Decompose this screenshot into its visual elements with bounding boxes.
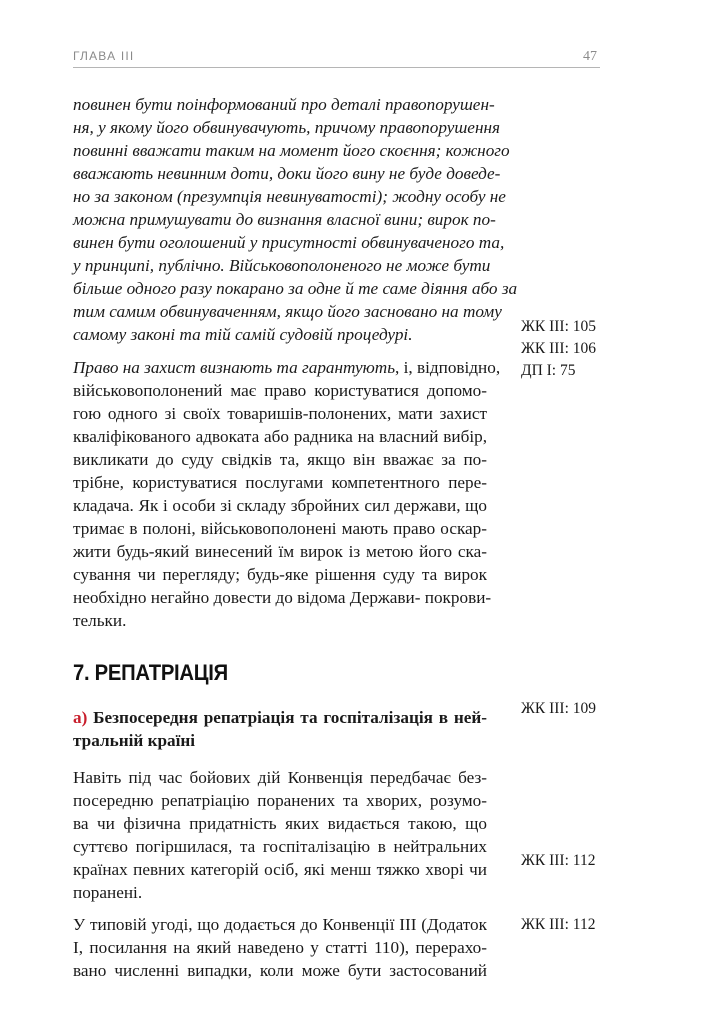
text-line: більше одного разу покарано за одне й те саме діяння або за: [73, 279, 518, 298]
text-line: ня, у якому його обвинувачують, причому правопорушення: [73, 118, 500, 137]
margin-reference: ЖК III: 106: [521, 340, 597, 357]
margin-reference: ЖК III: 112: [521, 852, 596, 869]
text-line: сування чи перегляду; будь-яке рішення суду та вирок: [73, 565, 487, 584]
subsection-title: Безпосередня репатріація та госпіталізація в ней-: [93, 708, 488, 727]
running-header-chapter: ГЛАВА III: [73, 49, 135, 63]
page-number: 47: [583, 49, 597, 64]
subsection-heading-line: тральній країні: [73, 731, 196, 750]
text-line: тримає в полоні, військовополонені мають право оскар-: [73, 519, 487, 538]
header-rule: [73, 67, 600, 68]
text-line: у принципі, публічно. Військовополоненого не може бути: [73, 256, 491, 275]
text-line: військовополонений має право користуватися допомо-: [73, 381, 487, 400]
text-line: кладача. Як і особи зі складу збройних сил держави, що: [73, 496, 487, 515]
text-line: викликати до суду свідків та, якщо він вважає за по-: [73, 450, 487, 469]
text-line: кваліфікованого адвоката або радника на власний вибір,: [73, 427, 487, 446]
text-line: посередню репатріацію поранених та хворих, розумо-: [73, 791, 487, 810]
text-line: можна примушувати до визнання власної вини; вирок по-: [73, 210, 496, 229]
text-line: повинні вважати таким на момент його скоєння; кожного: [73, 141, 510, 160]
margin-reference: ЖК III: 112: [521, 916, 596, 933]
text-line: гою одного зі своїх товаришів-полонених, мати захист: [73, 404, 487, 423]
margin-reference: ДП I: 75: [521, 362, 576, 379]
text-line: ва чи фізична придатність яких видається такою, що: [73, 814, 487, 833]
text-span: , і, відповідно,: [395, 358, 501, 377]
text-line: винен бути оголошений у присутності обвинуваченого та,: [73, 233, 505, 252]
text-line: I, посилання на який наведено у статті 110), перерахо-: [73, 938, 487, 957]
italic-phrase: Право на захист визнають та гарантують: [73, 358, 396, 377]
text-line: [73, 357, 501, 379]
text-line: вважають невинним доти, доки його вину не буде доведе-: [73, 164, 501, 183]
section-heading: 7. РЕПАТРІАЦІЯ: [73, 660, 228, 685]
text-line: суттєво погіршилася, та госпіталізацію в нейтральних: [73, 837, 487, 856]
text-line: жити будь-який винесений їм вирок із метою його ска-: [73, 542, 487, 561]
text-line: повинен бути поінформований про деталі правопорушен-: [73, 95, 495, 114]
text-line: тим самим обвинуваченням, якщо його засновано на тому: [73, 302, 502, 321]
text-line: но за законом (презумпція невинуватості); жодну особу не: [73, 187, 506, 206]
margin-reference: ЖК III: 109: [521, 700, 597, 717]
text-line: трібне, користуватися послугами компетентного пере-: [73, 473, 487, 492]
text-line: тельки.: [73, 611, 127, 630]
subsection-marker: а): [73, 708, 88, 727]
text-line: У типовій угоді, що додається до Конвенції III (Додаток: [73, 915, 487, 934]
subsection-heading-line: [73, 707, 487, 729]
margin-reference: ЖК III: 105: [521, 318, 597, 335]
text-line: країнах певних категорій осіб, які менш тяжко хворі чи: [73, 860, 487, 879]
text-line: вано численні випадки, коли може бути застосований: [73, 961, 487, 980]
text-line: необхідно негайно довести до відома Держави- покрови-: [73, 588, 492, 607]
text-line: поранені.: [73, 883, 143, 902]
text-line: Навіть під час бойових дій Конвенція передбачає без-: [73, 768, 487, 787]
text-line: самому законі та тій самій судовій процедурі.: [73, 325, 413, 344]
